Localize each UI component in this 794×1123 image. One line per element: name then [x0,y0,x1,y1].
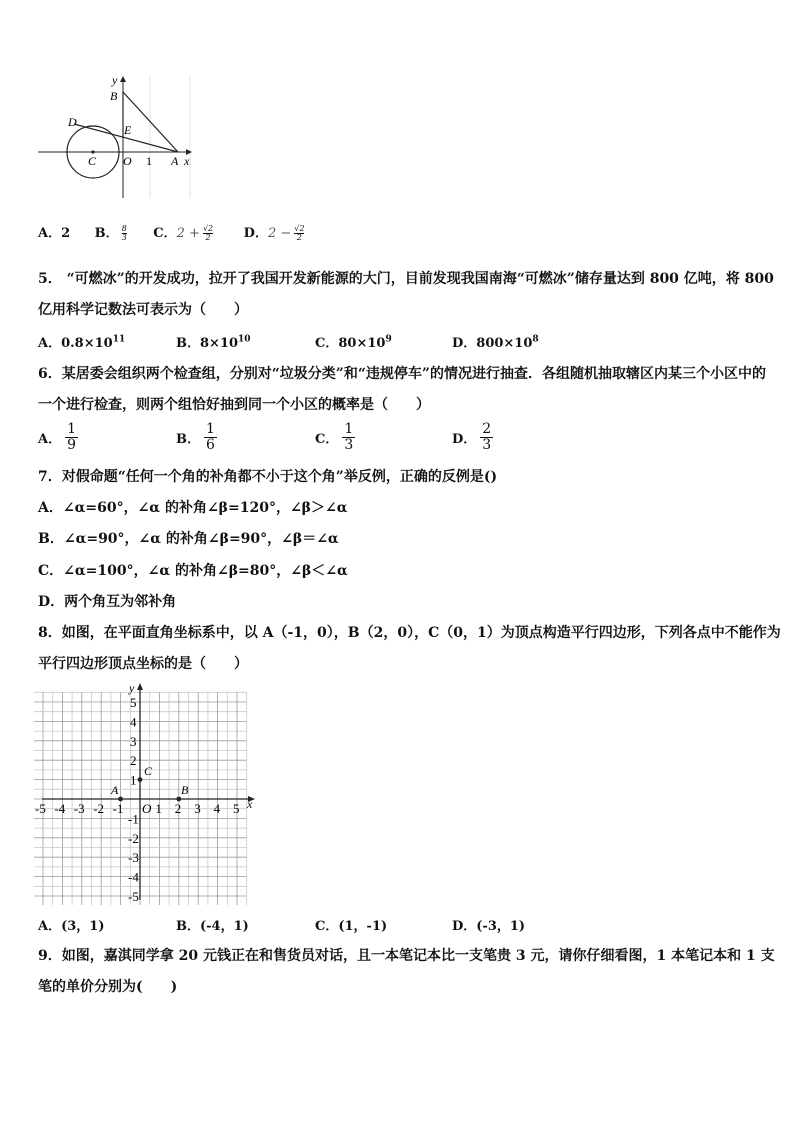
q4-options [38,222,304,242]
q9-stem-line2: 笔的单价分别为( ) [38,979,178,995]
q4-option-d[interactable] [244,226,305,241]
q6-option-b[interactable]: B． $\frac{1}{6}$ [176,421,215,453]
x-tick-label: 4 [213,801,221,816]
q5-stem-line2: 亿用科学记数法可表示为（ ） [38,302,248,318]
q8-option-b[interactable]: B．(-4，1) [176,919,249,934]
fig4-label-y: y [112,73,118,87]
x-tick-label: -5 [35,801,46,816]
fig4-label-b: B [110,89,118,103]
q4-option-b-label: B． [94,226,119,241]
x-tick-label: 1 [155,801,162,816]
x-tick-label: -3 [73,801,85,816]
q4-option-a-value: 2 [61,226,71,241]
fig4-label-o: O [123,154,132,168]
point-b-label: B [181,783,189,797]
x-tick-label: O [142,801,152,816]
fig4-label-d: D [68,115,77,129]
q4-option-a[interactable] [38,226,75,241]
y-tick-label: -3 [128,850,139,866]
x-tick-label: -2 [93,801,105,816]
fig4-label-c: C [88,154,97,168]
q8-coordinate-grid [34,680,264,905]
y-tick-label: -5 [128,889,139,904]
q6-option-a-frac: $\frac{1}{9}$ [67,421,77,453]
q4-option-d-label: D． [243,226,268,241]
y-tick-label: -4 [128,869,139,885]
y-tick-label: -2 [128,830,139,846]
fig4-label-a: A [171,154,179,168]
q7-stem: 7．对假命题“任何一个角的补角都不小于这个角”举反例，正确的反例是() [38,469,498,485]
q4-figure [30,72,200,202]
q8-option-c[interactable]: C．(1，-1) [315,919,388,934]
x-tick-label: -1 [112,801,124,816]
q9-stem-line1: 9．如图，嘉淇同学拿 20 元钱正在和售货员对话，且一本笔记本比一支笔贵 3 元，请你仔细看图，1 本笔记本和 1 支 [38,948,775,964]
y-tick-label: 2 [130,753,137,769]
point-a-dot [118,797,123,802]
point-c-label: C [144,764,153,778]
grid-x-axis-label: x [247,797,253,811]
q4-option-b-frac: $\frac{8}{3}$ [121,224,127,242]
q8-option-d[interactable]: D．(-3，1) [452,919,526,934]
q7-option-c[interactable]: C．∠α=100°，∠α 的补角∠β=80°，∠β＜∠α [38,563,348,579]
q5-option-d[interactable]: D．$800\times 10^8$ [452,334,539,351]
point-b-dot [176,797,181,802]
x-tick-label: -4 [54,801,66,816]
q8-stem-line1: 8．如图，在平面直角坐标系中，以 A（-1，0），B（2，0），C（0，1）为顶点构造平行四边形，下列各点中不能作为 [38,625,781,641]
q4-option-d-frac: $\frac{√2}{2}$ [294,224,305,242]
q4-option-c-label: C． [153,226,177,241]
y-tick-label: 4 [130,714,137,730]
y-tick-label: 3 [130,733,137,749]
q7-option-a[interactable]: A．∠α=60°，∠α 的补角∠β=120°，∠β＞∠α [38,500,348,516]
y-tick-label: 1 [130,772,137,788]
q6-option-a[interactable]: A． $\frac{1}{9}$ [38,421,77,453]
y-tick-label: -1 [128,811,139,827]
q4-option-c[interactable] [153,226,217,241]
grid-y-axis-label: y [129,681,135,695]
q6-option-b-frac: $\frac{1}{6}$ [206,421,215,453]
point-a-label: A [111,783,119,797]
q7-option-b[interactable]: B．∠α=90°，∠α 的补角∠β=90°，∠β＝∠α [38,531,339,547]
q5-stem-line1: 5． “可燃冰”的开发成功，拉开了我国开发新能源的大门，目前发现我国南海“可燃冰”储存量达到 800 亿吨，将 800 [38,271,774,287]
q6-stem-line2: 一个进行检查，则两个组恰好抽到同一个小区的概率是（ ） [38,397,430,413]
q5-option-a[interactable]: A．$0.8\times 10^{11}$ [38,334,126,351]
point-c-dot [138,777,143,782]
q6-option-d-frac: $\frac{2}{3}$ [482,421,492,453]
y-tick-label: 5 [130,695,137,710]
q4-option-b[interactable] [95,226,132,241]
q8-option-a[interactable]: A．(3，1) [38,919,105,934]
q6-option-d[interactable]: D． $\frac{2}{3}$ [452,421,492,453]
grid-y-arrow [137,683,143,690]
q5-option-c[interactable]: C．$80\times 10^9$ [315,334,392,351]
q8-stem-line2: 平行四边形顶点坐标的是（ ） [38,656,248,672]
x-tick-label: 2 [174,801,182,816]
q7-option-d[interactable]: D．两个角互为邻补角 [38,594,177,610]
q6-stem-line1: 6．某居委会组织两个检查组，分别对“垃圾分类”和“违规停车”的情况进行抽查．各组随机抽取辖区内某三个小区中的 [38,366,766,382]
x-tick-label: 5 [233,801,240,816]
fig4-label-one: 1 [146,154,152,168]
q4-option-c-prefix: 2 + [176,226,200,241]
q5-option-b[interactable]: B．$8\times 10^{10}$ [176,334,251,351]
q4-option-a-label: A． [38,226,62,241]
q6-option-c-frac: $\frac{1}{3}$ [344,421,354,453]
fig4-label-x: x [184,154,190,168]
q6-option-c[interactable]: C． $\frac{1}{3}$ [315,421,354,453]
x-tick-label: 3 [194,801,201,816]
q4-option-c-frac: $\frac{√2}{2}$ [202,224,214,242]
fig4-label-e: E [124,123,132,137]
q4-option-d-prefix: 2 − [267,226,292,241]
